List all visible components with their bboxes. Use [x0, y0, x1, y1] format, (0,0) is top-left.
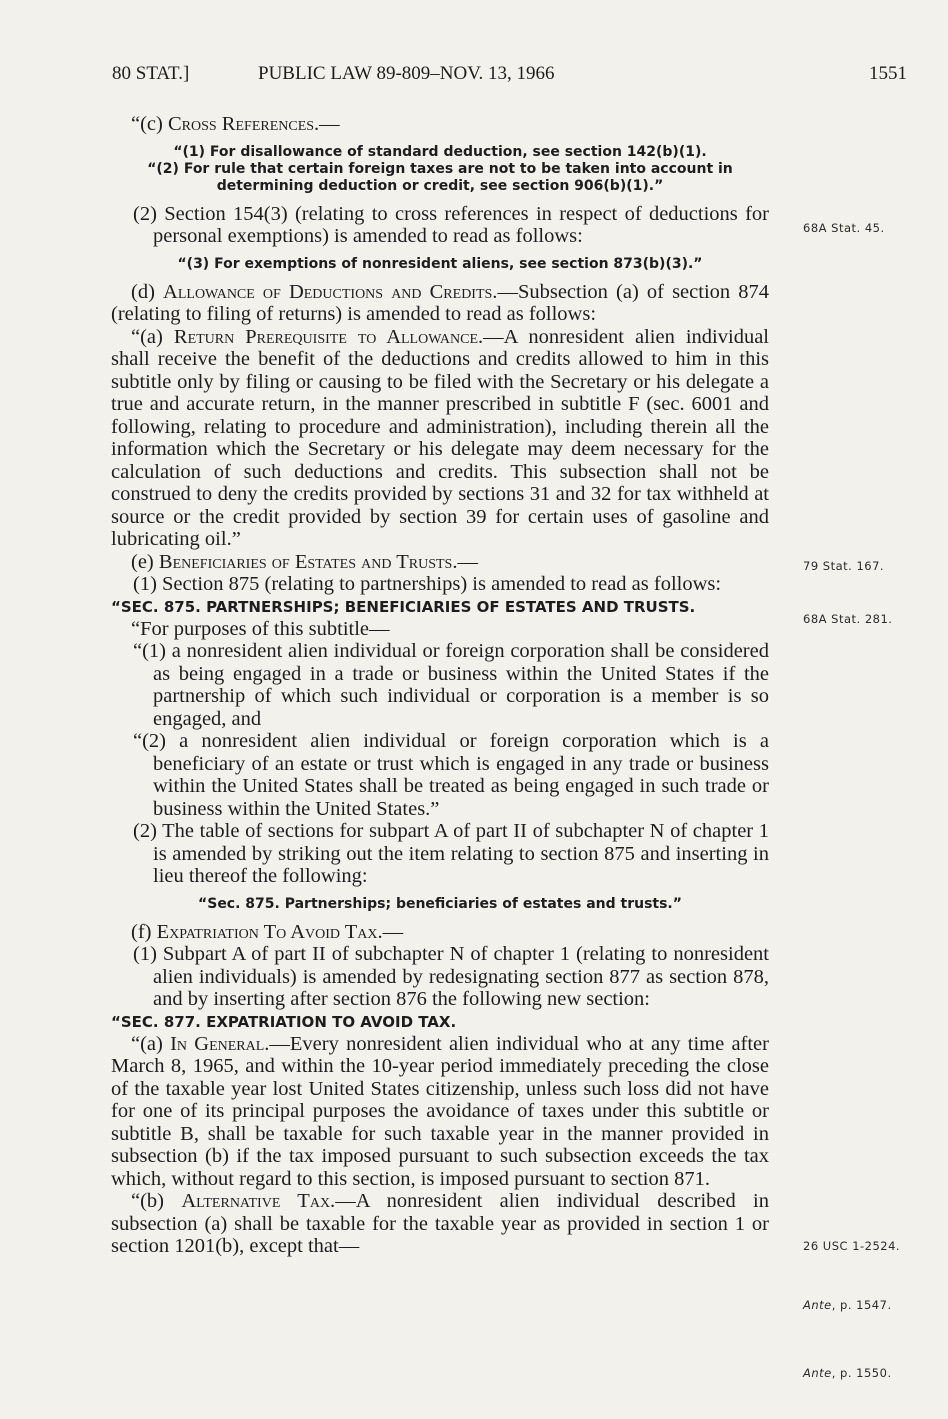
margin-note: 68A Stat. 281. [803, 612, 893, 626]
paragraph [111, 1033, 769, 1191]
paragraph-text: “(3) For exemptions of nonresident aliens, see section 873(b)(3).” [177, 255, 703, 272]
margin-note: Ante, p. 1550. [803, 1366, 892, 1380]
page-header [112, 63, 907, 93]
paragraph-text: “SEC. 877. EXPATRIATION TO AVOID TAX. [111, 1012, 457, 1031]
paragraph [111, 551, 769, 574]
header-stat-ref: 80 STAT.] [112, 63, 190, 84]
paragraph-caption: Beneficiaries of Estates and Trusts. [158, 550, 458, 573]
paragraph-text: “For purposes of this subtitle— [131, 617, 390, 640]
paragraph [111, 921, 769, 944]
paragraph [111, 943, 769, 1011]
paragraph-text: (1) Section 875 (relating to partnerships) is amended to read as follows: [133, 573, 722, 595]
paragraph-lead: “(b) [131, 1190, 182, 1212]
paragraph-lead: “(a) [131, 325, 174, 348]
paragraph-text: “(1) a nonresident alien individual or foreign corporation shall be considered as being engaged in a trade or business within the United States if the partnership of which such individual or corporation is a member is so engaged, and [133, 640, 769, 730]
paragraph-lead: (e) [131, 550, 159, 573]
paragraph-text: —Every nonresident alien individual who at any time after March 8, 1965, and within the 10-year period immediately preceding the close of the taxable year lost United States citizenship, unless such loss did not have for one of its principal purposes the avoidance of taxes under this subtitle or subtitle B, shall be taxable for such taxable year in the manner provided in subsection (b) if the tax imposed pursuant to such subsection exceeds the tax which, without regard to this section, is imposed pursuant to section 871. [111, 1032, 769, 1190]
paragraph-text: —A nonresident alien individual described in subsection (a) shall be taxable for the taxable year as provided in section 1 or section 1201(b), except that— [111, 1190, 769, 1257]
section-heading [111, 596, 769, 618]
margin-note: 79 Stat. 167. [803, 559, 885, 573]
paragraph-text: “Sec. 875. Partnerships; beneficiaries of estates and trusts.” [198, 895, 682, 912]
margin-note: 26 USC 1-2524. [803, 1239, 901, 1253]
paragraph-text: —Subsection (a) of section 874 (relating to filing of returns) is amended to read as follows: [111, 280, 770, 325]
paragraph [111, 618, 769, 641]
quoted-reference [111, 896, 769, 913]
paragraph-caption: Allowance of Deductions and Credits. [163, 280, 498, 303]
paragraph-caption: Expatriation To Avoid Tax. [156, 920, 383, 943]
paragraph-text: — [382, 920, 404, 943]
paragraph-lead: (d) [131, 280, 164, 303]
paragraph-caption: In General. [170, 1032, 270, 1055]
paragraph [111, 820, 769, 888]
paragraph-lead: “(a) [131, 1032, 171, 1055]
paragraph [111, 281, 769, 326]
header-title: PUBLIC LAW 89-809–NOV. 13, 1966 [258, 63, 555, 84]
paragraph-text: “(2) a nonresident alien individual or foreign corporation which is a beneficiary of an estate or trust which is engaged in any trade or business within the United States shall be treated as being engaged in such trade or business within the United States.” [133, 730, 769, 820]
paragraph [111, 640, 769, 730]
paragraph-text: “SEC. 875. PARTNERSHIPS; BENEFICIARIES OF ESTATES AND TRUSTS. [111, 597, 696, 616]
header-page-number: 1551 [869, 63, 907, 84]
paragraph-caption: Cross References. [167, 113, 320, 135]
paragraph-caption: Alternative Tax. [181, 1190, 336, 1212]
paragraph-lead: (f) [131, 920, 157, 943]
paragraph [111, 326, 769, 551]
paragraph [111, 203, 769, 248]
margin-note: 68A Stat. 45. [803, 221, 885, 235]
paragraph-text: —A nonresident alien individual shall receive the benefit of the deductions and credits allowed to him in this subtitle only by filing or causing to be filed with the Secretary or his delegate a true and accurate return, in the manner prescribed in subtitle F (sec. 6001 and following, relating to procedure and administration), including therein all the information which the Secretary or his delegate may deem necessary for the calculation of such deductions and credits. This subsection shall not be construed to deny the credits provided by sections 31 and 32 for tax withheld at source or the credit provided by section 39 for certain uses of gasoline and lubricating oil.” [111, 325, 769, 550]
paragraph-text: (2) The table of sections for subpart A of part II of subchapter N of chapter 1 is amended by striking out the item relating to section 875 and inserting in lieu thereof the following: [133, 820, 769, 887]
quoted-reference [111, 144, 769, 195]
paragraph [111, 573, 769, 596]
margin-note: Ante, p. 1547. [803, 1298, 892, 1312]
section-heading [111, 1011, 769, 1033]
paragraph-text: — [319, 113, 340, 135]
paragraph-lead: “(c) [131, 113, 168, 135]
paragraph-text: — [457, 550, 478, 573]
paragraph [111, 730, 769, 820]
quoted-reference [111, 256, 769, 273]
document-body [111, 113, 769, 1258]
paragraph-text: (2) Section 154(3) (relating to cross references in respect of deductions for personal exemptions) is amended to read as follows: [133, 202, 769, 247]
paragraph [111, 1190, 769, 1258]
paragraph-text: “(1) For disallowance of standard deduction, see section 142(b)(1). “(2) For rule that certain foreign taxes are not to be taken into account in determining deduction or credit, see section 906(b)(1).” [147, 143, 733, 194]
paragraph [111, 113, 769, 136]
paragraph-text: (1) Subpart A of part II of subchapter N of chapter 1 (relating to nonresident alien individuals) is amended by redesignating section 877 as section 878, and by inserting after section 876 the following new section: [133, 943, 769, 1010]
paragraph-caption: Return Prerequisite to Allowance. [173, 325, 484, 348]
